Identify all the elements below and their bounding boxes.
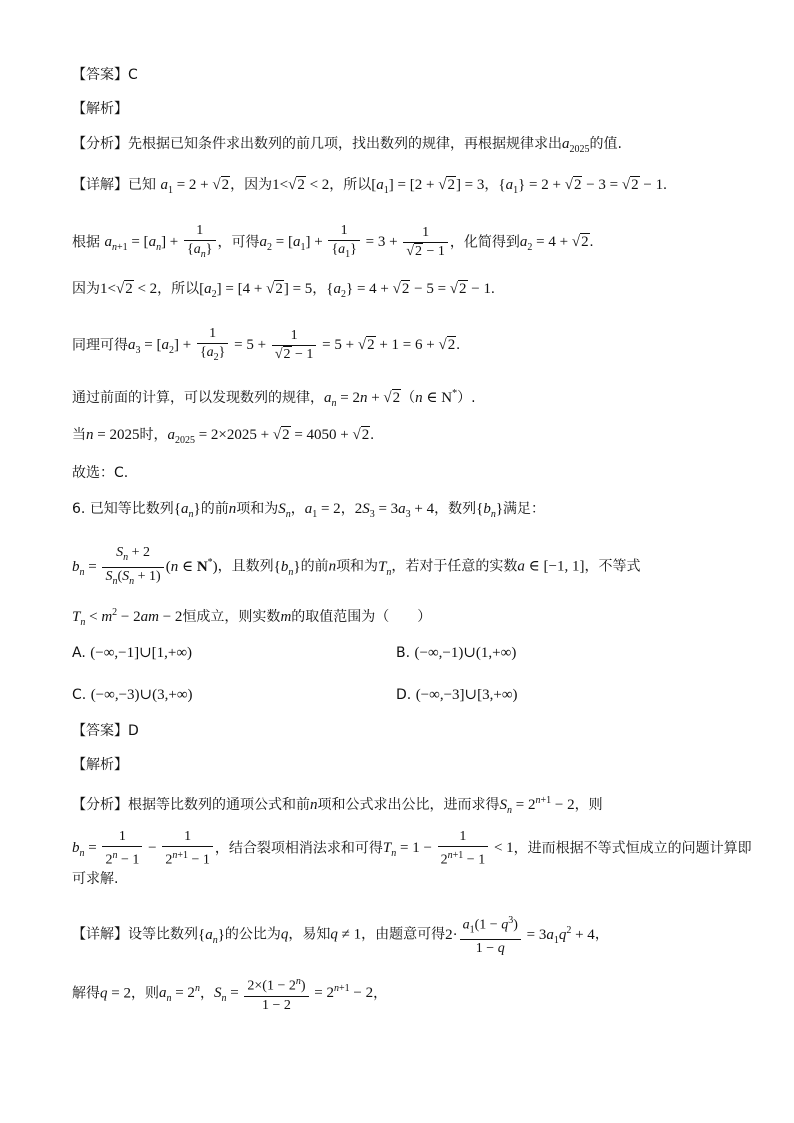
math: q xyxy=(280,926,289,943)
option-b[interactable] xyxy=(396,642,516,664)
math-tn-result: $T_n = 1$ − $\frac{1}{2^{n+1} - 1}$ < 1 xyxy=(382,829,514,868)
xiangjie-1 xyxy=(72,174,667,202)
fenxi-label: 【分析】 xyxy=(72,797,128,813)
option-text: (−∞,−1)∪(1,+∞) xyxy=(414,645,517,661)
math-bn-split: $b_n$ = $\frac{1}{2^n - 1}$ − $\frac{1}{2^{n+1} - 1}$ xyxy=(72,840,215,856)
line-pattern xyxy=(72,383,476,415)
text: 的前 xyxy=(200,501,229,517)
choose-1 xyxy=(72,462,128,484)
text: 可求解. xyxy=(72,871,119,887)
text: ， xyxy=(312,281,327,297)
math-an-seq: $\{a_n\}$ xyxy=(173,501,201,520)
math-a2-result: $a_2 = 4 + √2$. xyxy=(519,234,594,254)
analysis-label: 【解析】 xyxy=(72,757,128,773)
text: 的前 xyxy=(300,558,329,575)
text: 根据等比数列的通项公式和前 xyxy=(128,797,310,813)
text: 项和为 xyxy=(236,501,279,517)
text: ，数列 xyxy=(434,501,477,517)
question-6-line-2 xyxy=(72,544,640,591)
option-letter: B. xyxy=(396,645,411,661)
math: q ≠ 1 xyxy=(330,926,362,943)
math-ineq: 1<√2 < 2 xyxy=(272,177,330,193)
math: m xyxy=(280,609,292,625)
text: ，易知 xyxy=(288,926,331,943)
text: ，进而根据不等式恒成立的问题计算即 xyxy=(513,840,752,857)
text: ， xyxy=(290,501,305,517)
line-solve xyxy=(72,973,387,1015)
line-general xyxy=(72,222,593,264)
math-sn-result: $S_n = 2^{n+1} - 2$ xyxy=(499,795,575,816)
text: 的公比为 xyxy=(224,926,281,943)
fenxi-2-line-3 xyxy=(72,868,118,890)
answer-value: C xyxy=(128,67,138,83)
text: 根据 xyxy=(72,234,100,251)
math: n xyxy=(310,797,318,813)
math: $T_n$ xyxy=(378,558,392,578)
analysis-label: 【解析】 xyxy=(72,101,128,117)
math-inequality: $T_n < m^2 - 2am - 2$ xyxy=(72,607,183,628)
option-letter: C. xyxy=(72,687,87,703)
option-text: (−∞,−3]∪[3,+∞) xyxy=(415,687,518,703)
text: 因为 xyxy=(72,281,100,297)
fenxi-text: 先根据已知条件求出数列的前几项，找出数列的规律，再根据规律求出 xyxy=(128,136,562,152)
text: 设等比数列 xyxy=(128,926,198,943)
analysis-1-label xyxy=(72,98,128,120)
answer-2 xyxy=(72,720,139,742)
math: q = 2 xyxy=(100,985,131,1002)
math-a-range: a ∈ [−1, 1] xyxy=(517,558,585,575)
text: ，可得 xyxy=(217,234,260,251)
answer-label: 【答案】 xyxy=(72,723,128,739)
math-a2025-value: $a_{2025} = 2\times 2025 + √2 = 4050 + √2$. xyxy=(167,427,374,446)
option-letter: A. xyxy=(72,645,86,661)
text: ，由题意可得 xyxy=(361,926,446,943)
math: $\{b_n\}$ xyxy=(476,501,504,520)
math: n xyxy=(328,558,337,575)
math-frac-a1: $\{a_1\} = 2 + √2 - 3 = √2 - 1$. xyxy=(498,177,667,196)
math: $\{b_n\}$ xyxy=(273,558,301,578)
answer-1 xyxy=(72,64,138,86)
text: ，所以 xyxy=(157,281,200,297)
text: ， xyxy=(484,177,499,193)
answer-value: D xyxy=(128,723,139,739)
text: ，因为 xyxy=(230,177,273,193)
math-bn-def: $b_n$ = $\frac{S_n + 2}{S_n(S_n + 1)}$ (n ∈ N*) xyxy=(72,559,218,575)
text: ， xyxy=(373,985,388,1002)
math: n xyxy=(228,501,237,517)
line-a3 xyxy=(72,325,460,367)
text: 当 xyxy=(72,427,86,443)
math: $\{a_n\}$ xyxy=(198,926,225,946)
math-a2-calc: $a_2 = [a_1]$ + $\frac{1}{\{a_1\}}$ = 3 + $\frac{1}{√2 - 1}$ xyxy=(260,234,450,250)
math-a1-def: $a_1 = 2 + √2$ xyxy=(160,177,230,196)
option-c[interactable] xyxy=(72,684,193,706)
text: ， xyxy=(340,501,355,517)
fenxi-2-line-2 xyxy=(72,828,752,870)
math-a3-calc: $a_3 = [a_2]$ + $\frac{1}{\{a_2\}}$ = 5 + $\frac{1}{√2 - 1}$ = 5 + √2 + 1 = 6 + √2. xyxy=(128,337,460,353)
math-n-eq: n = 2025 xyxy=(86,427,140,443)
text: 通过前面的计算，可以发现数列的规律， xyxy=(72,390,324,406)
text: ，则 xyxy=(574,797,603,813)
text: 已知等比数列 xyxy=(89,501,174,517)
math-a2025: $a_{2025}$ xyxy=(562,136,590,155)
text: ，所以 xyxy=(329,177,372,193)
answer-label: 【答案】 xyxy=(72,67,128,83)
math-frac-a2: $\{a_2\} = 4 + √2 - 5 = √2 - 1$. xyxy=(326,281,495,300)
question-number: 6. xyxy=(72,501,86,517)
option-d[interactable] xyxy=(396,684,518,706)
text: 同理可得 xyxy=(72,337,128,354)
text: 故选：C. xyxy=(72,465,129,481)
option-text: (−∞,−3)∪(3,+∞) xyxy=(90,687,193,703)
text: 已知 xyxy=(128,177,156,193)
fenxi-label: 【分析】 xyxy=(72,136,128,152)
text: ，且数列 xyxy=(217,558,274,575)
option-text: (−∞,−1]∪[1,+∞) xyxy=(90,645,193,661)
math-ineq-2: 1<√2 < 2 xyxy=(100,281,158,297)
math-n-domain: n ∈ N* xyxy=(415,388,458,406)
text: 时， xyxy=(139,427,168,443)
math-recurrence: $a_{n+1} = [a_n]$ + $\frac{1}{\{a_n\}}$ xyxy=(104,234,217,250)
line-a2 xyxy=(72,278,495,306)
line-n2025 xyxy=(72,424,374,452)
text: ，则 xyxy=(130,985,159,1002)
math: $S_n$ xyxy=(278,501,291,520)
text: ，若对于任意的实数 xyxy=(391,558,518,575)
fenxi-tail: 的值. xyxy=(589,136,622,152)
question-6-line-1 xyxy=(72,498,545,526)
text: ，不等式 xyxy=(584,558,641,575)
math-a1-eq: $a_1 = 2$ xyxy=(304,501,341,520)
text: ， xyxy=(199,985,214,1002)
text: ）. xyxy=(457,390,476,406)
text: （ xyxy=(401,390,416,406)
text: 恒成立，则实数 xyxy=(182,609,281,625)
text: 满足： xyxy=(503,501,546,517)
text: 项和公式求出公比，进而求得 xyxy=(317,797,500,813)
text: 的取值范围为（ ） xyxy=(291,609,432,625)
text: 项和为 xyxy=(336,558,379,575)
text: ， xyxy=(594,926,609,943)
math-ratio-eq: 2· $\frac{a_1(1 - q^3)}{1 - q}$ = $3a_1q^2 + 4$ xyxy=(445,915,595,957)
xiangjie-label: 【详解】 xyxy=(72,177,128,193)
option-a[interactable] xyxy=(72,642,192,664)
math-an-formula: $a_n = 2n + √2$ xyxy=(324,390,401,409)
analysis-2-label xyxy=(72,754,128,776)
math: $a_n = 2^n$ xyxy=(158,983,200,1005)
math-floor-a2: $[a_2] = [4 + √2] = 5$ xyxy=(199,281,313,300)
math-sn-calc: $S_n$ = $\frac{2\times(1 - 2^n)}{1 - 2}$ = $2^{n+1} - 2$ xyxy=(213,976,374,1013)
math-s3-eq: $2S_3 = 3a_3 + 4$ xyxy=(354,501,435,520)
text: ，结合裂项相消法求和可得 xyxy=(214,840,383,857)
math-floor-a1: $[a_1] = [2 + √2] = 3$ xyxy=(371,177,485,196)
text: ，化简得到 xyxy=(449,234,520,251)
fenxi-1 xyxy=(72,133,622,161)
option-letter: D. xyxy=(396,687,412,703)
xiangjie-label: 【详解】 xyxy=(72,926,128,943)
xiangjie-2 xyxy=(72,912,609,958)
fenxi-2-line-1 xyxy=(72,790,603,822)
question-6-line-3 xyxy=(72,602,431,634)
text: 解得 xyxy=(72,985,100,1002)
